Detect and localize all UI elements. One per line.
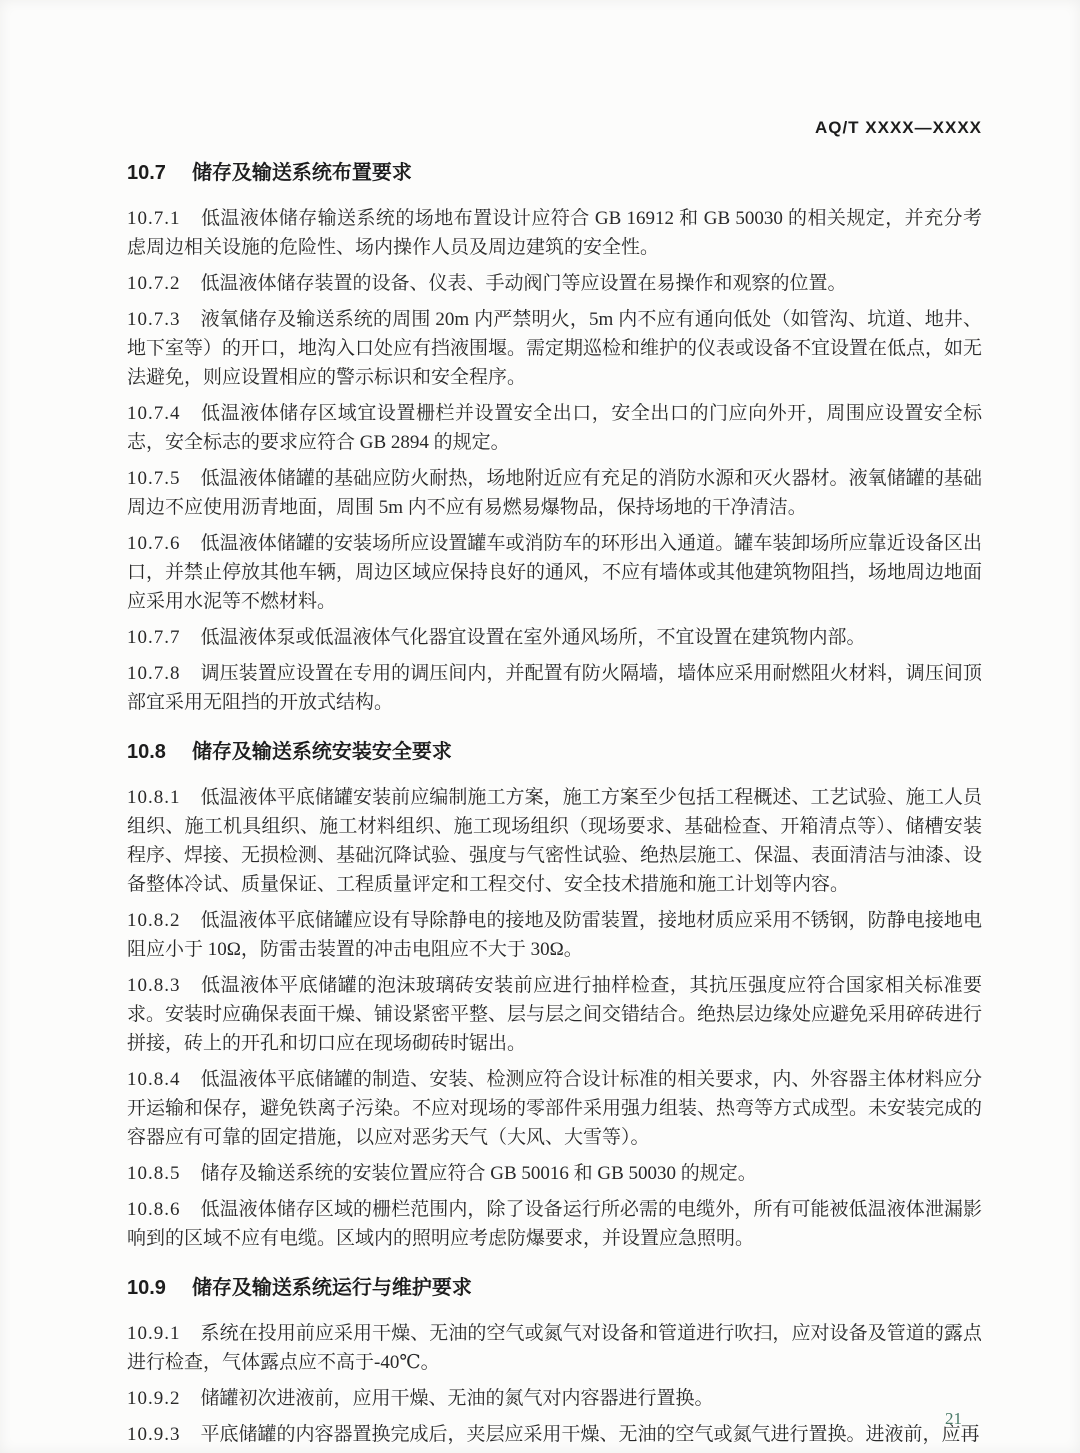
clause-text: 低温液体平底储罐安装前应编制施工方案，施工方案至少包括工程概述、工艺试验、施工人员组织、施工机具组织、施工材料组织、施工现场组织（现场要求、基础检查、开箱清点等）、储槽安装程序、焊接、无损检测、基础沉降试验、强度与气密性试验、绝热层施工、保温、表面清洁与油漆、设备整体冷试、质量保证、工程质量评定和工程交付、安全技术措施和施工计划等内容。 [127, 787, 983, 895]
clause-number: 10.7.3 [127, 309, 181, 330]
clause-10-8-1 [127, 783, 982, 899]
clause-number: 10.7.7 [127, 627, 181, 648]
clause-text: 平底储罐的内容器置换完成后，夹层应采用干燥、无油的空气或氮气进行置换。进液前，应再 [200, 1424, 980, 1445]
clause-number: 10.8.1 [127, 787, 181, 808]
clause-10-8-6 [127, 1195, 982, 1253]
clause-10-7-7 [127, 623, 982, 652]
clause-text: 低温液体储存输送系统的场地布置设计应符合 GB 16912 和 GB 50030 的相关规定，并充分考虑周边相关设施的危险性、场内操作人员及周边建筑的安全性。 [127, 208, 982, 258]
clause-text: 低温液体平底储罐应设有导除静电的接地及防雷装置，接地材质应采用不锈钢，防静电接地电阻应小于 10Ω，防雷击装置的冲击电阻应不大于 30Ω。 [127, 910, 982, 960]
clause-10-9-2 [127, 1384, 982, 1413]
clause-number: 10.7.1 [127, 208, 181, 229]
section-title: 储存及输送系统布置要求 [191, 162, 412, 184]
clause-10-7-6 [127, 529, 982, 616]
clause-text: 低温液体储存区域宜设置栅栏并设置安全出口，安全出口的门应向外开，周围应设置安全标志，安全标志的要求应符合 GB 2894 的规定。 [127, 403, 982, 453]
clause-text: 低温液体储罐的基础应防火耐热，场地附近应有充足的消防水源和灭火器材。液氧储罐的基础周边不应使用沥青地面，周围 5m 内不应有易燃易爆物品，保持场地的干净清洁。 [127, 468, 982, 518]
clause-number: 10.7.4 [127, 403, 181, 424]
section-number: 10.7 [127, 162, 166, 184]
clause-10-7-2 [127, 269, 982, 298]
clause-number: 10.7.6 [127, 533, 181, 554]
clause-number: 10.7.8 [127, 663, 181, 684]
section-heading-10-8 [127, 739, 982, 765]
clause-text: 液氧储存及输送系统的周围 20m 内严禁明火，5m 内不应有通向低处（如管沟、坑道、地井、地下室等）的开口，地沟入口处应有挡液围堰。需定期巡检和维护的仪表或设备不宜设置在低点，如无法避免，则应设置相应的警示标识和安全程序。 [127, 309, 983, 388]
clause-number: 10.8.3 [127, 975, 181, 996]
clause-10-8-2 [127, 906, 982, 964]
clause-number: 10.9.1 [127, 1323, 181, 1344]
section-heading-10-7 [127, 160, 982, 186]
page-number: 21 [945, 1409, 962, 1428]
clause-10-7-5 [127, 464, 982, 522]
clause-number: 10.8.5 [127, 1163, 181, 1184]
clause-text: 低温液体平底储罐的制造、安装、检测应符合设计标准的相关要求，内、外容器主体材料应分开运输和保存，避免铁离子污染。不应对现场的零部件采用强力组装、热弯等方式成型。未安装完成的容器应有可靠的固定措施，以应对恶劣天气（大风、大雪等）。 [127, 1069, 983, 1148]
section-heading-10-9 [127, 1275, 982, 1301]
clause-10-7-4 [127, 399, 982, 457]
clause-10-9-1 [127, 1319, 982, 1377]
section-title: 储存及输送系统安装安全要求 [191, 741, 452, 763]
clause-number: 10.7.5 [127, 468, 181, 489]
clause-10-8-4 [127, 1065, 982, 1152]
section-number: 10.9 [127, 1277, 166, 1299]
clause-10-7-1 [127, 204, 982, 262]
clause-number: 10.8.6 [127, 1199, 181, 1220]
clause-10-7-8 [127, 659, 982, 717]
clause-number: 10.9.3 [127, 1424, 181, 1445]
clause-10-8-5 [127, 1159, 982, 1188]
clause-number: 10.8.2 [127, 910, 181, 931]
clause-number: 10.9.2 [127, 1388, 181, 1409]
clause-text: 低温液体储存区域的栅栏范围内，除了设备运行所必需的电缆外，所有可能被低温液体泄漏影响到的区域不应有电缆。区域内的照明应考虑防爆要求，并设置应急照明。 [127, 1199, 982, 1249]
clause-text: 低温液体储存装置的设备、仪表、手动阀门等应设置在易操作和观察的位置。 [200, 273, 847, 294]
clause-10-8-3 [127, 971, 982, 1058]
doc-code: AQ/T XXXX—XXXX [814, 118, 982, 137]
clause-text: 低温液体储罐的安装场所应设置罐车或消防车的环形出入通道。罐车装卸场所应靠近设备区出口，并禁止停放其他车辆，周边区域应保持良好的通风，不应有墙体或其他建筑物阻挡，场地周边地面应采用水泥等不燃材料。 [127, 533, 983, 612]
clause-number: 10.8.4 [127, 1069, 181, 1090]
clause-10-9-3 [127, 1420, 982, 1449]
clause-number: 10.7.2 [127, 273, 181, 294]
section-number: 10.8 [127, 741, 166, 763]
section-title: 储存及输送系统运行与维护要求 [191, 1277, 472, 1299]
clause-text: 低温液体泵或低温液体气化器宜设置在室外通风场所，不宜设置在建筑物内部。 [200, 627, 866, 648]
clause-text: 调压装置应设置在专用的调压间内，并配置有防火隔墙，墙体应采用耐燃阻火材料，调压间顶部宜采用无阻挡的开放式结构。 [127, 663, 982, 713]
clause-text: 系统在投用前应采用干燥、无油的空气或氮气对设备和管道进行吹扫，应对设备及管道的露点进行检查，气体露点应不高于-40℃。 [127, 1323, 982, 1373]
clause-text: 储罐初次进液前，应用干燥、无油的氮气对内容器进行置换。 [200, 1388, 714, 1409]
clause-text: 储存及输送系统的安装位置应符合 GB 50016 和 GB 50030 的规定。 [200, 1163, 757, 1184]
clause-text: 低温液体平底储罐的泡沫玻璃砖安装前应进行抽样检查，其抗压强度应符合国家相关标准要求。安装时应确保表面干燥、铺设紧密平整、层与层之间交错结合。绝热层边缘处应避免采用碎砖进行拼接，砖上的开孔和切口应在现场砌砖时锯出。 [127, 975, 983, 1054]
clause-10-7-3 [127, 305, 982, 392]
